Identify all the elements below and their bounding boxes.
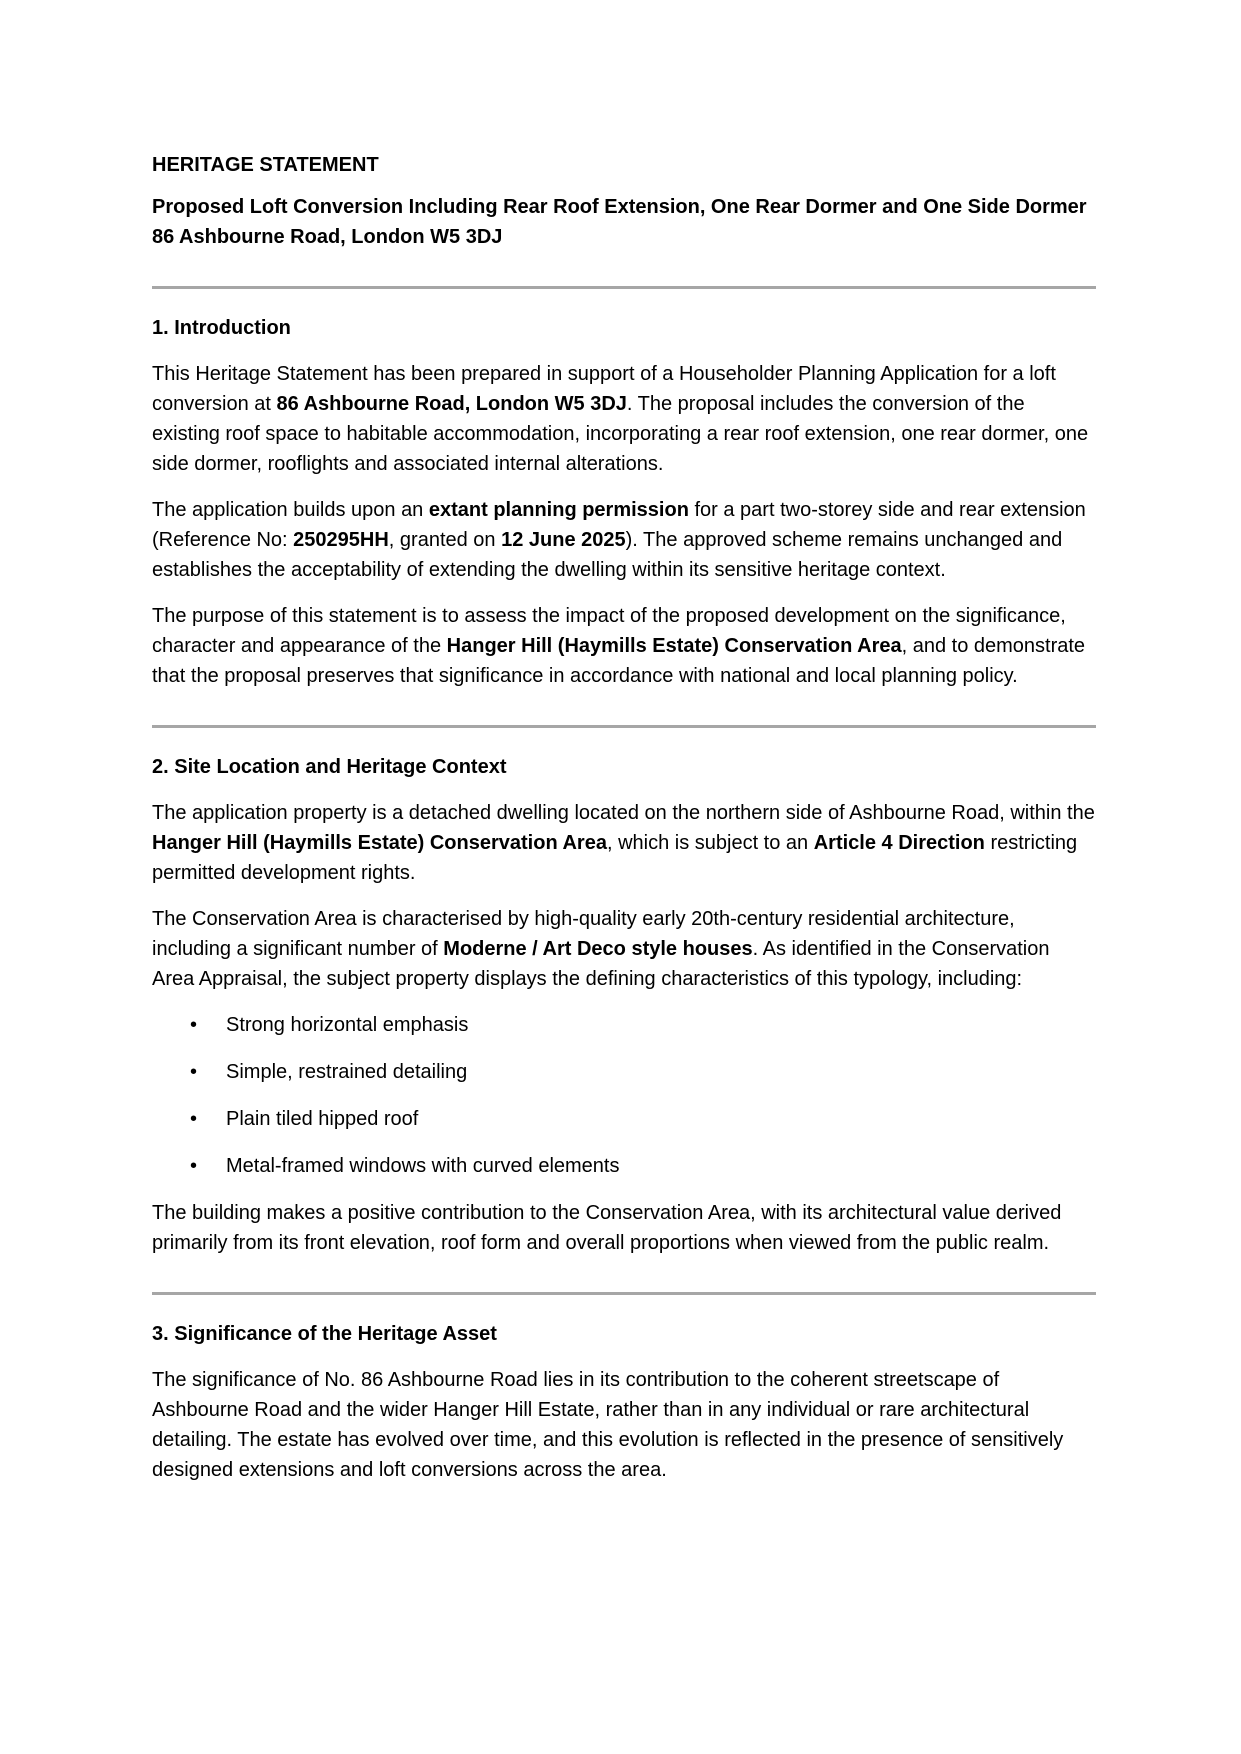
paragraph: The application builds upon an extant planning permission for a part two-storey side and rear extension (Reference No: 250295HH, granted on 12 June 2025). The approved scheme remains unchanged and establishes the acceptability of extending the dwelling within its sensitive heritage context.	[152, 499, 1086, 581]
list-item: • Strong horizontal emphasis	[152, 1010, 1096, 1040]
section-significance	[152, 1319, 1096, 1485]
document-title: HERITAGE STATEMENT	[152, 154, 379, 176]
subtitle-line-1: Proposed Loft Conversion Including Rear Roof Extension, One Rear Dormer and One Side Dormer	[152, 196, 1087, 218]
paragraph: The application property is a detached dwelling located on the northern side of Ashbourne Road, within the Hanger Hill (Haymills Estate) Conservation Area, which is subject to an Article 4 Direction restricting permitted development rights.	[152, 802, 1095, 884]
document-subtitle	[152, 192, 1096, 252]
list-item: • Plain tiled hipped roof	[152, 1104, 1096, 1134]
section-introduction	[152, 313, 1096, 691]
section-heading: 2. Site Location and Heritage Context	[152, 756, 507, 778]
list-item: • Simple, restrained detailing	[152, 1057, 1096, 1087]
characteristics-list	[152, 1010, 1096, 1181]
section-divider	[152, 1292, 1096, 1295]
document-page	[152, 150, 1096, 1501]
paragraph: The Conservation Area is characterised by high-quality early 20th-century residential architecture, including a significant number of Moderne / Art Deco style houses. As identified in the Conservation Area Appraisal, the subject property displays the defining characteristics of this typology, including:	[152, 908, 1050, 990]
list-item: • Metal-framed windows with curved elements	[152, 1151, 1096, 1181]
section-divider	[152, 286, 1096, 289]
section-site-location	[152, 752, 1096, 1258]
section-divider	[152, 725, 1096, 728]
section-heading: 3. Significance of the Heritage Asset	[152, 1323, 497, 1345]
section-heading: 1. Introduction	[152, 317, 291, 339]
paragraph: The building makes a positive contribution to the Conservation Area, with its architectural value derived primarily from its front elevation, roof form and overall proportions when viewed from the public realm.	[152, 1202, 1062, 1254]
paragraph: This Heritage Statement has been prepared in support of a Householder Planning Application for a loft conversion at 86 Ashbourne Road, London W5 3DJ. The proposal includes the conversion of the existing roof space to habitable accommodation, incorporating a rear roof extension, one rear dormer, one side dormer, rooflights and associated internal alterations.	[152, 363, 1089, 475]
paragraph: The purpose of this statement is to assess the impact of the proposed development on the significance, character and appearance of the Hanger Hill (Haymills Estate) Conservation Area, and to demonstrate that the proposal preserves that significance in accordance with national and local planning policy.	[152, 605, 1086, 687]
paragraph: The significance of No. 86 Ashbourne Road lies in its contribution to the coherent streetscape of Ashbourne Road and the wider Hanger Hill Estate, rather than in any individual or rare architectural detailing. The estate has evolved over time, and this evolution is reflected in the presence of sensitively designed extensions and loft conversions across the area.	[152, 1369, 1064, 1481]
subtitle-line-2: 86 Ashbourne Road, London W5 3DJ	[152, 226, 503, 248]
